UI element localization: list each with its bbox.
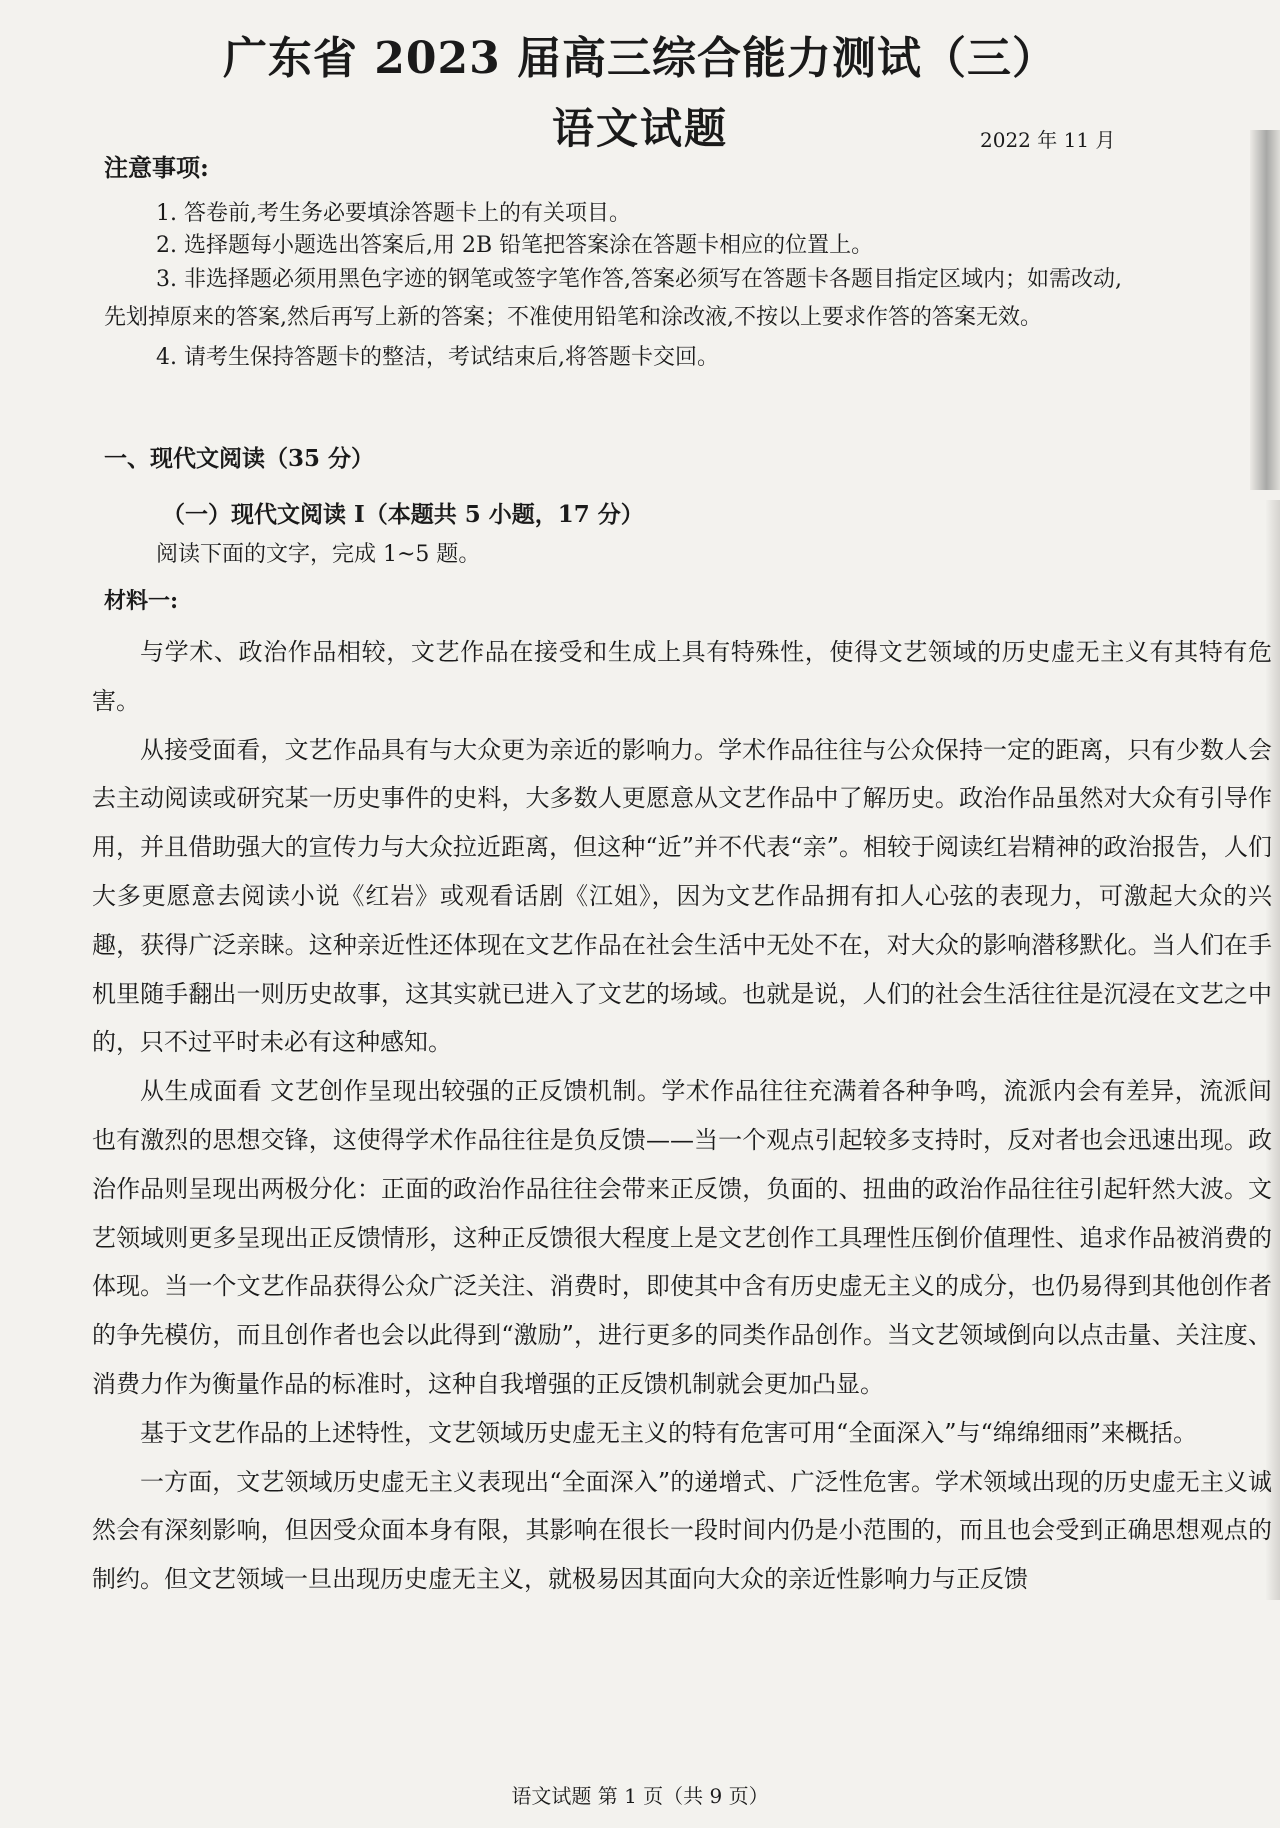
notice-item: 2. 选择题每小题选出答案后,用 2B 铅笔把答案涂在答题卡相应的位置上。 (156, 233, 874, 258)
paragraph: 从接受面看，文艺作品具有与大众更为亲近的影响力。学术作品往往与公众保持一定的距离，只有少数人会去主动阅读或研究某一历史事件的史料，大多数人更愿意从文艺作品中了解历史。政治作品虽然对大众有引导作用，并且借助强大的宣传力与大众拉近距离，但这种“近”并不代表“亲”。相较于阅读红岩精神的政治报告，人们大多更愿意去阅读小说《红岩》或观看话剧《江姐》，因为文艺作品拥有扣人心弦的表现力，可激起大众的兴趣，获得广泛亲睐。这种亲近性还体现在文艺作品在社会生活中无处不在，对大众的影响潜移默化。当人们在手机里随手翻出一则历史故事，这其实就已进入了文艺的场域。也就是说，人们的社会生活往往是沉浸在文艺之中的，只不过平时未必有这种感知。 (92, 735, 1272, 1057)
page-footer: 语文试题 第 1 页（共 9 页） (511, 1784, 769, 1808)
notice-item-continued: 先划掉原来的答案,然后再写上新的答案；不准使用铅笔和涂改液,不按以上要求作答的答案无效。 (104, 305, 1042, 330)
scan-edge-shadow (1250, 130, 1280, 490)
paragraph: 与学术、政治作品相较，文艺作品在接受和生成上具有特殊性，使得文艺领域的历史虚无主义有其特有危害。 (92, 638, 1272, 715)
notice-heading: 注意事项: (104, 153, 209, 182)
notice-item: 3. 非选择题必须用黑色字迹的钢笔或签字笔作答,答案必须写在答题卡各题目指定区域内；如需改动, (156, 267, 1122, 292)
paragraph: 从生成面看 文艺创作呈现出较强的正反馈机制。学术作品往往充满着各种争鸣，流派内会有差异，流派间也有激烈的思想交锋，这使得学术作品往往是负反馈——当一个观点引起较多支持时，反对者也会迅速出现。政治作品则呈现出两极分化：正面的政治作品往往会带来正反馈，负面的、扭曲的政治作品往往引起轩然大波。文艺领域则更多呈现出正反馈情形，这种正反馈很大程度上是文艺创作工具理性压倒价值理性、追求作品被消费的体现。当一个文艺作品获得公众广泛关注、消费时，即使其中含有历史虚无主义的成分，也仍易得到其他创作者的争先模仿，而且创作者也会以此得到“激励”，进行更多的同类作品创作。当文艺领域倒向以点击量、关注度、消费力作为衡量作品的标准时，这种自我增强的正反馈机制就会更加凸显。 (92, 1077, 1272, 1398)
notice-item: 1. 答卷前,考生务必要填涂答题卡上的有关项目。 (156, 201, 631, 226)
exam-date: 2022 年 11 月 (980, 128, 1116, 152)
material-text (92, 628, 1272, 1604)
reading-instruction: 阅读下面的文字，完成 1~5 题。 (156, 542, 481, 567)
material-label: 材料一: (104, 588, 179, 614)
paragraph: 一方面，文艺领域历史虚无主义表现出“全面深入”的递增式、广泛性危害。学术领域出现的历史虚无主义诚然会有深刻影响，但因受众面本身有限，其影响在很长一段时间内仍是小范围的，而且也会受到正确思想观点的制约。但文艺领域一旦出现历史虚无主义，就极易因其面向大众的亲近性影响力与正反馈 (92, 1467, 1272, 1594)
paragraph: 基于文艺作品的上述特性，文艺领域历史虚无主义的特有危害可用“全面深入”与“绵绵细雨”来概括。 (140, 1418, 1198, 1447)
section-heading: 一、现代文阅读（35 分） (104, 445, 375, 472)
subsection-heading: （一）现代文阅读 I（本题共 5 小题，17 分） (162, 501, 644, 528)
notice-item: 4. 请考生保持答题卡的整洁，考试结束后,将答题卡交回。 (156, 345, 719, 370)
exam-title: 广东省 2023 届高三综合能力测试（三） (222, 33, 1058, 84)
exam-subject: 语文试题 (551, 104, 728, 153)
